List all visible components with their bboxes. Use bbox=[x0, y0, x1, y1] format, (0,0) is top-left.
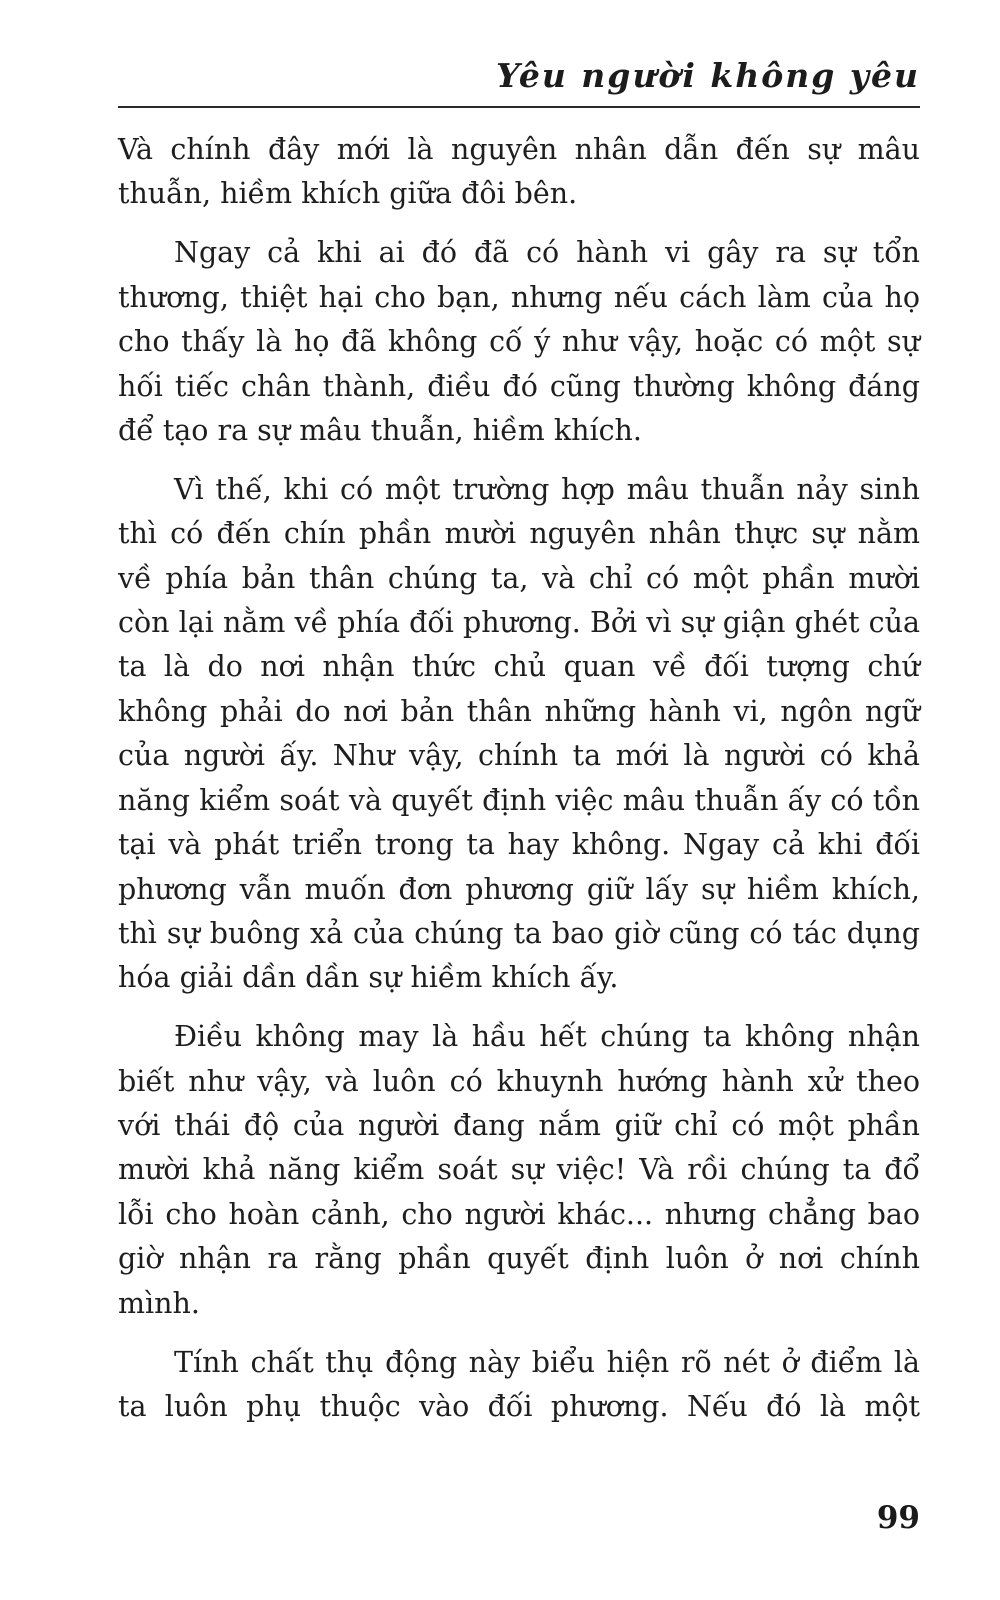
paragraph: Vì thế, khi có một trường hợp mâu thuẫn nảy sinh thì có đến chín phần mười nguyên nhân thực sự nằm về phía bản thân chúng ta, và chỉ có một phần mười còn lại nằm về phía đối phương. Bởi vì sự giận ghét của ta là do nơi nhận thức chủ quan về đối tượng chứ không phải do nơi bản thân những hành vi, ngôn ngữ của người ấy. Như vậy, chính ta mới là người có khả năng kiểm soát và quyết định việc mâu thuẫn ấy có tồn tại và phát triển trong ta hay không. Ngay cả khi đối phương vẫn muốn đơn phương giữ lấy sự hiềm khích, thì sự buông xả của chúng ta bao giờ cũng có tác dụng hóa giải dần dần sự hiềm khích ấy. bbox=[118, 472, 920, 995]
paragraph: Và chính đây mới là nguyên nhân dẫn đến sự mâu thuẫn, hiềm khích giữa đôi bên. bbox=[118, 133, 920, 211]
body-text bbox=[118, 128, 920, 1444]
running-title: Yêu người không yêu bbox=[496, 56, 920, 95]
paragraph: Ngay cả khi ai đó đã có hành vi gây ra sự tổn thương, thiệt hại cho bạn, nhưng nếu cách làm của họ cho thấy là họ đã không cố ý như vậy, hoặc có một sự hối tiếc chân thành, điều đó cũng thường không đáng để tạo ra sự mâu thuẫn, hiềm khích. bbox=[118, 236, 920, 447]
paragraph: Điều không may là hầu hết chúng ta không nhận biết như vậy, và luôn có khuynh hướng hành xử theo với thái độ của người đang nắm giữ chỉ có một phần mười khả năng kiểm soát sự việc! Và rồi chúng ta đổ lỗi cho hoàn cảnh, cho người khác... nhưng chẳng bao giờ nhận ra rằng phần quyết định luôn ở nơi chính mình. bbox=[118, 1020, 920, 1320]
running-header bbox=[118, 56, 920, 108]
page-number: 99 bbox=[876, 1500, 920, 1536]
paragraph: Tính chất thụ động này biểu hiện rõ nét ở điểm là ta luôn phụ thuộc vào đối phương. Nếu đó là một bbox=[118, 1345, 920, 1423]
